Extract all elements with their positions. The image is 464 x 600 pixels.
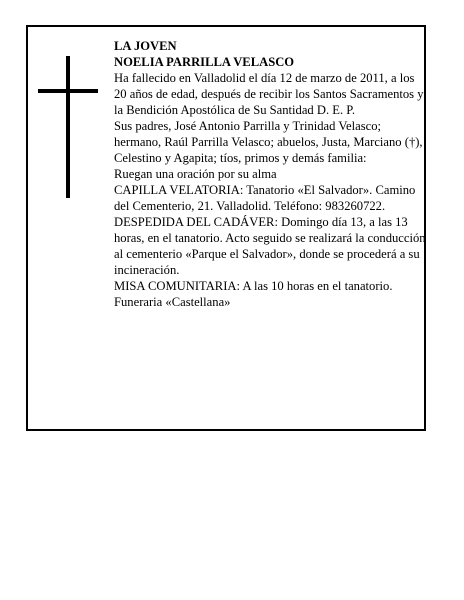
latin-cross-icon bbox=[38, 56, 98, 198]
notice-text bbox=[114, 38, 426, 310]
wake-chapel-info: CAPILLA VELATORIA: Tanatorio «El Salvador». Camino del Cementerio, 21. Valladolid. Teléfono: 983260722. bbox=[114, 183, 416, 213]
mass-info: MISA COMUNITARIA: A las 10 horas en el tanatorio. bbox=[114, 279, 393, 293]
prayer-request: Ruegan una oración por su alma bbox=[114, 167, 277, 181]
notice-heading-subtitle: LA JOVEN bbox=[114, 39, 177, 53]
deceased-name: NOELIA PARRILLA VELASCO bbox=[114, 55, 295, 69]
obituary-notice bbox=[26, 25, 426, 431]
funeral-home: Funeraria «Castellana» bbox=[114, 295, 231, 309]
family-members: Sus padres, José Antonio Parrilla y Trinidad Velasco; hermano, Raúl Parrilla Velasco; abuelos, Justa, Marciano (†), Celestino y Agapita; tíos, primos y demás familia: bbox=[114, 119, 423, 165]
death-announcement: Ha fallecido en Valladolid el día 12 de marzo de 2011, a los 20 años de edad, después de recibir los Santos Sacramentos y la Bendición Apostólica de Su Santidad D. E. P. bbox=[114, 71, 424, 117]
farewell-info: DESPEDIDA DEL CADÁVER: Domingo día 13, a las 13 horas, en el tanatorio. Acto seguido se realizará la conducción al cementerio «Parque el Salvador», donde se procederá a su incineración. bbox=[114, 215, 426, 277]
